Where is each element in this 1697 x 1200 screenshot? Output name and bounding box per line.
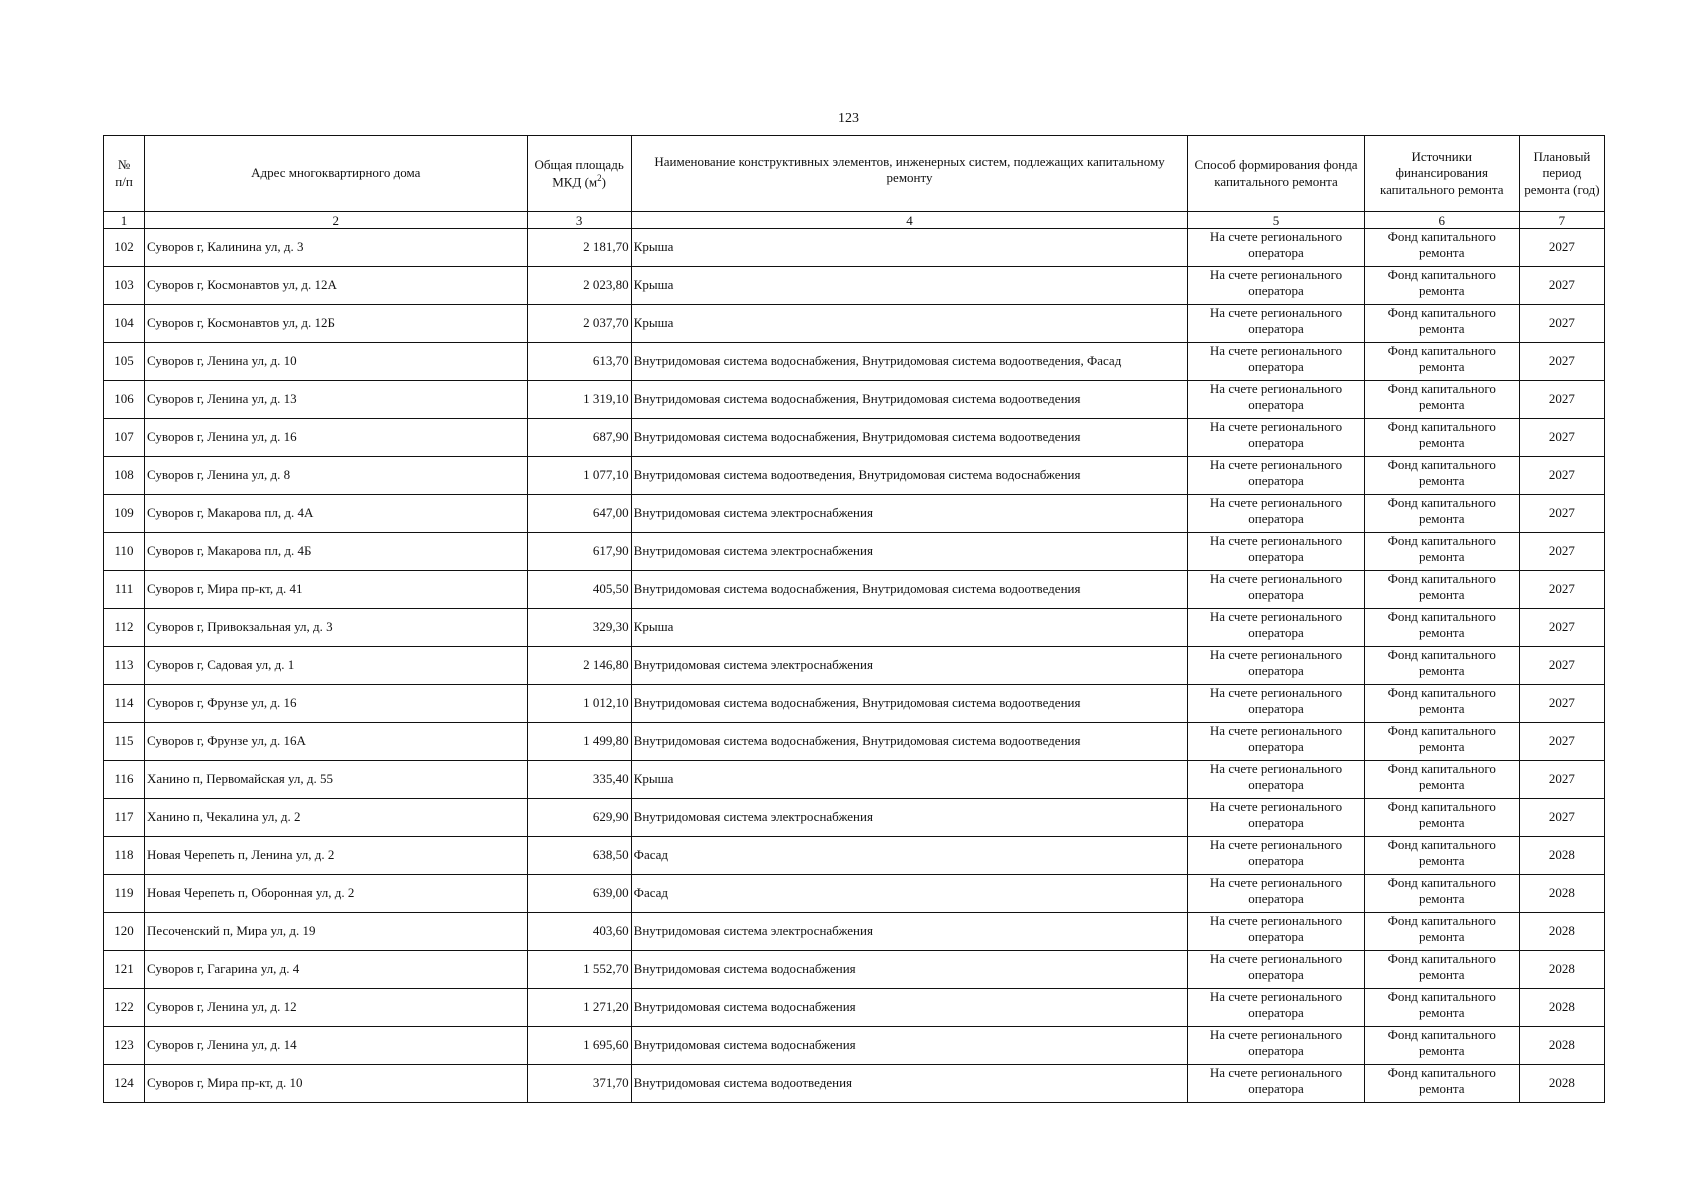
row-area: 617,90 <box>527 533 631 571</box>
row-number: 113 <box>104 647 145 685</box>
row-number: 116 <box>104 761 145 799</box>
row-funding-source: Фонд капитального ремонта <box>1364 267 1519 305</box>
row-number: 115 <box>104 723 145 761</box>
row-address: Суворов г, Фрунзе ул, д. 16А <box>145 723 528 761</box>
row-funding-source: Фонд капитального ремонта <box>1364 685 1519 723</box>
row-number: 103 <box>104 267 145 305</box>
row-address: Суворов г, Фрунзе ул, д. 16 <box>145 685 528 723</box>
row-number: 106 <box>104 381 145 419</box>
table-row <box>104 457 1605 495</box>
table-row <box>104 951 1605 989</box>
row-year: 2028 <box>1519 1027 1604 1065</box>
row-elements: Крыша <box>631 305 1188 343</box>
header-area-sup: 2 <box>597 172 602 183</box>
column-number: 1 <box>104 212 145 229</box>
row-year: 2027 <box>1519 799 1604 837</box>
table-header <box>104 136 1605 229</box>
row-funding-source: Фонд капитального ремонта <box>1364 799 1519 837</box>
row-funding-method: На счете регионального оператора <box>1188 913 1364 951</box>
row-number: 105 <box>104 343 145 381</box>
row-number: 111 <box>104 571 145 609</box>
row-number: 107 <box>104 419 145 457</box>
row-number: 123 <box>104 1027 145 1065</box>
row-elements: Крыша <box>631 229 1188 267</box>
row-address: Суворов г, Космонавтов ул, д. 12А <box>145 267 528 305</box>
row-funding-source: Фонд капитального ремонта <box>1364 571 1519 609</box>
row-funding-source: Фонд капитального ремонта <box>1364 951 1519 989</box>
row-funding-method: На счете регионального оператора <box>1188 457 1364 495</box>
row-area: 1 012,10 <box>527 685 631 723</box>
row-area: 1 552,70 <box>527 951 631 989</box>
column-number: 4 <box>631 212 1188 229</box>
row-area: 639,00 <box>527 875 631 913</box>
row-funding-method: На счете регионального оператора <box>1188 381 1364 419</box>
row-year: 2027 <box>1519 381 1604 419</box>
table-row <box>104 495 1605 533</box>
table-row <box>104 305 1605 343</box>
row-funding-source: Фонд капитального ремонта <box>1364 457 1519 495</box>
row-area: 647,00 <box>527 495 631 533</box>
row-address: Суворов г, Ленина ул, д. 10 <box>145 343 528 381</box>
row-funding-method: На счете регионального оператора <box>1188 343 1364 381</box>
row-area: 405,50 <box>527 571 631 609</box>
row-number: 109 <box>104 495 145 533</box>
row-address: Суворов г, Ленина ул, д. 12 <box>145 989 528 1027</box>
header-address: Адрес многоквартирного дома <box>145 136 528 212</box>
row-elements: Внутридомовая система водоснабжения, Внутридомовая система водоотведения <box>631 571 1188 609</box>
row-area: 2 146,80 <box>527 647 631 685</box>
row-elements: Внутридомовая система водоснабжения <box>631 989 1188 1027</box>
row-address: Суворов г, Гагарина ул, д. 4 <box>145 951 528 989</box>
row-year: 2027 <box>1519 647 1604 685</box>
header-num: № п/п <box>104 136 145 212</box>
header-area-label: Общая площадь МКД (м <box>534 156 624 190</box>
row-funding-source: Фонд капитального ремонта <box>1364 647 1519 685</box>
row-address: Ханино п, Первомайская ул, д. 55 <box>145 761 528 799</box>
row-funding-method: На счете регионального оператора <box>1188 875 1364 913</box>
row-number: 117 <box>104 799 145 837</box>
table-row <box>104 381 1605 419</box>
row-year: 2027 <box>1519 609 1604 647</box>
row-funding-source: Фонд капитального ремонта <box>1364 533 1519 571</box>
table-row <box>104 799 1605 837</box>
row-funding-source: Фонд капитального ремонта <box>1364 989 1519 1027</box>
row-address: Суворов г, Мира пр-кт, д. 10 <box>145 1065 528 1103</box>
row-area: 687,90 <box>527 419 631 457</box>
row-elements: Внутридомовая система водоснабжения <box>631 1027 1188 1065</box>
table-row <box>104 875 1605 913</box>
row-area: 1 499,80 <box>527 723 631 761</box>
header-area <box>527 136 631 212</box>
row-year: 2027 <box>1519 495 1604 533</box>
row-elements: Внутридомовая система водоснабжения <box>631 951 1188 989</box>
row-year: 2027 <box>1519 533 1604 571</box>
row-elements: Внутридомовая система электроснабжения <box>631 913 1188 951</box>
row-area: 1 695,60 <box>527 1027 631 1065</box>
row-funding-method: На счете регионального оператора <box>1188 799 1364 837</box>
row-number: 104 <box>104 305 145 343</box>
row-funding-method: На счете регионального оператора <box>1188 723 1364 761</box>
row-address: Новая Черепеть п, Оборонная ул, д. 2 <box>145 875 528 913</box>
row-year: 2028 <box>1519 913 1604 951</box>
row-elements: Внутридомовая система водоснабжения, Внутридомовая система водоотведения <box>631 419 1188 457</box>
header-elements: Наименование конструктивных элементов, инженерных систем, подлежащих капитальному ремонту <box>631 136 1188 212</box>
row-address: Ханино п, Чекалина ул, д. 2 <box>145 799 528 837</box>
row-number: 112 <box>104 609 145 647</box>
row-funding-source: Фонд капитального ремонта <box>1364 419 1519 457</box>
row-number: 122 <box>104 989 145 1027</box>
row-funding-source: Фонд капитального ремонта <box>1364 913 1519 951</box>
row-address: Песоченский п, Мира ул, д. 19 <box>145 913 528 951</box>
row-number: 118 <box>104 837 145 875</box>
table-row <box>104 989 1605 1027</box>
row-funding-source: Фонд капитального ремонта <box>1364 1065 1519 1103</box>
row-address: Суворов г, Ленина ул, д. 8 <box>145 457 528 495</box>
table-row <box>104 837 1605 875</box>
row-year: 2028 <box>1519 875 1604 913</box>
row-address: Суворов г, Космонавтов ул, д. 12Б <box>145 305 528 343</box>
row-year: 2027 <box>1519 305 1604 343</box>
row-elements: Внутридомовая система электроснабжения <box>631 647 1188 685</box>
row-area: 2 037,70 <box>527 305 631 343</box>
row-funding-source: Фонд капитального ремонта <box>1364 381 1519 419</box>
column-number: 7 <box>1519 212 1604 229</box>
row-area: 371,70 <box>527 1065 631 1103</box>
row-area: 629,90 <box>527 799 631 837</box>
row-number: 102 <box>104 229 145 267</box>
row-area: 2 181,70 <box>527 229 631 267</box>
row-address: Суворов г, Калинина ул, д. 3 <box>145 229 528 267</box>
row-funding-method: На счете регионального оператора <box>1188 419 1364 457</box>
row-year: 2027 <box>1519 761 1604 799</box>
table-row <box>104 647 1605 685</box>
row-funding-method: На счете регионального оператора <box>1188 571 1364 609</box>
row-year: 2027 <box>1519 685 1604 723</box>
row-area: 329,30 <box>527 609 631 647</box>
row-number: 119 <box>104 875 145 913</box>
table-body <box>104 229 1605 1103</box>
row-funding-method: На счете регионального оператора <box>1188 837 1364 875</box>
row-funding-method: На счете регионального оператора <box>1188 533 1364 571</box>
row-address: Суворов г, Макарова пл, д. 4А <box>145 495 528 533</box>
row-funding-source: Фонд капитального ремонта <box>1364 343 1519 381</box>
row-funding-method: На счете регионального оператора <box>1188 989 1364 1027</box>
row-funding-source: Фонд капитального ремонта <box>1364 305 1519 343</box>
row-funding-source: Фонд капитального ремонта <box>1364 609 1519 647</box>
row-elements: Внутридомовая система электроснабжения <box>631 533 1188 571</box>
row-elements: Внутридомовая система водоснабжения, Внутридомовая система водоотведения <box>631 381 1188 419</box>
table-row <box>104 571 1605 609</box>
row-area: 403,60 <box>527 913 631 951</box>
row-year: 2028 <box>1519 837 1604 875</box>
row-elements: Крыша <box>631 267 1188 305</box>
row-elements: Внутридомовая система водоотведения, Внутридомовая система водоснабжения <box>631 457 1188 495</box>
row-year: 2028 <box>1519 1065 1604 1103</box>
table-row <box>104 533 1605 571</box>
row-area: 335,40 <box>527 761 631 799</box>
row-year: 2027 <box>1519 343 1604 381</box>
row-funding-source: Фонд капитального ремонта <box>1364 229 1519 267</box>
row-area: 1 271,20 <box>527 989 631 1027</box>
row-funding-method: На счете регионального оператора <box>1188 647 1364 685</box>
column-number-row <box>104 212 1605 229</box>
row-address: Суворов г, Макарова пл, д. 4Б <box>145 533 528 571</box>
header-area-close: ) <box>601 174 606 190</box>
row-funding-source: Фонд капитального ремонта <box>1364 495 1519 533</box>
row-number: 110 <box>104 533 145 571</box>
page-number: 123 <box>838 111 859 126</box>
header-source: Источники финансирования капитального ремонта <box>1364 136 1519 212</box>
row-funding-method: На счете регионального оператора <box>1188 267 1364 305</box>
row-funding-source: Фонд капитального ремонта <box>1364 761 1519 799</box>
table-row <box>104 723 1605 761</box>
row-year: 2028 <box>1519 951 1604 989</box>
row-funding-method: На счете регионального оператора <box>1188 951 1364 989</box>
row-year: 2027 <box>1519 457 1604 495</box>
row-elements: Внутридомовая система водоснабжения, Внутридомовая система водоотведения <box>631 723 1188 761</box>
row-year: 2027 <box>1519 267 1604 305</box>
row-funding-method: На счете регионального оператора <box>1188 1027 1364 1065</box>
header-method: Способ формирования фонда капитального ремонта <box>1188 136 1364 212</box>
row-elements: Внутридомовая система электроснабжения <box>631 495 1188 533</box>
row-funding-method: На счете регионального оператора <box>1188 305 1364 343</box>
row-funding-source: Фонд капитального ремонта <box>1364 837 1519 875</box>
row-address: Суворов г, Мира пр-кт, д. 41 <box>145 571 528 609</box>
row-address: Суворов г, Садовая ул, д. 1 <box>145 647 528 685</box>
row-funding-method: На счете регионального оператора <box>1188 685 1364 723</box>
row-area: 1 077,10 <box>527 457 631 495</box>
row-funding-source: Фонд капитального ремонта <box>1364 875 1519 913</box>
table-row <box>104 761 1605 799</box>
row-year: 2027 <box>1519 723 1604 761</box>
row-year: 2027 <box>1519 571 1604 609</box>
capital-repair-table <box>103 135 1605 1103</box>
table-row <box>104 685 1605 723</box>
row-area: 2 023,80 <box>527 267 631 305</box>
row-number: 108 <box>104 457 145 495</box>
table-row <box>104 609 1605 647</box>
row-elements: Фасад <box>631 875 1188 913</box>
row-year: 2027 <box>1519 419 1604 457</box>
row-elements: Крыша <box>631 761 1188 799</box>
column-number: 3 <box>527 212 631 229</box>
row-area: 638,50 <box>527 837 631 875</box>
row-address: Суворов г, Ленина ул, д. 16 <box>145 419 528 457</box>
row-funding-source: Фонд капитального ремонта <box>1364 1027 1519 1065</box>
row-number: 114 <box>104 685 145 723</box>
table-row <box>104 267 1605 305</box>
table-row <box>104 913 1605 951</box>
table-row <box>104 1027 1605 1065</box>
table-row <box>104 1065 1605 1103</box>
header-period: Плановый период ремонта (год) <box>1519 136 1604 212</box>
row-year: 2027 <box>1519 229 1604 267</box>
row-area: 1 319,10 <box>527 381 631 419</box>
row-funding-source: Фонд капитального ремонта <box>1364 723 1519 761</box>
row-address: Суворов г, Привокзальная ул, д. 3 <box>145 609 528 647</box>
row-funding-method: На счете регионального оператора <box>1188 609 1364 647</box>
row-number: 121 <box>104 951 145 989</box>
row-funding-method: На счете регионального оператора <box>1188 229 1364 267</box>
table-row <box>104 229 1605 267</box>
row-area: 613,70 <box>527 343 631 381</box>
column-number: 6 <box>1364 212 1519 229</box>
table-row <box>104 343 1605 381</box>
row-elements: Внутридомовая система водоснабжения, Внутридомовая система водоотведения, Фасад <box>631 343 1188 381</box>
row-address: Новая Черепеть п, Ленина ул, д. 2 <box>145 837 528 875</box>
row-elements: Внутридомовая система водоотведения <box>631 1065 1188 1103</box>
row-elements: Фасад <box>631 837 1188 875</box>
column-number: 5 <box>1188 212 1364 229</box>
table-row <box>104 419 1605 457</box>
column-number: 2 <box>145 212 528 229</box>
row-elements: Крыша <box>631 609 1188 647</box>
row-year: 2028 <box>1519 989 1604 1027</box>
row-elements: Внутридомовая система электроснабжения <box>631 799 1188 837</box>
row-address: Суворов г, Ленина ул, д. 13 <box>145 381 528 419</box>
row-funding-method: На счете регионального оператора <box>1188 761 1364 799</box>
row-funding-method: На счете регионального оператора <box>1188 495 1364 533</box>
row-number: 120 <box>104 913 145 951</box>
row-elements: Внутридомовая система водоснабжения, Внутридомовая система водоотведения <box>631 685 1188 723</box>
row-address: Суворов г, Ленина ул, д. 14 <box>145 1027 528 1065</box>
row-funding-method: На счете регионального оператора <box>1188 1065 1364 1103</box>
row-number: 124 <box>104 1065 145 1103</box>
